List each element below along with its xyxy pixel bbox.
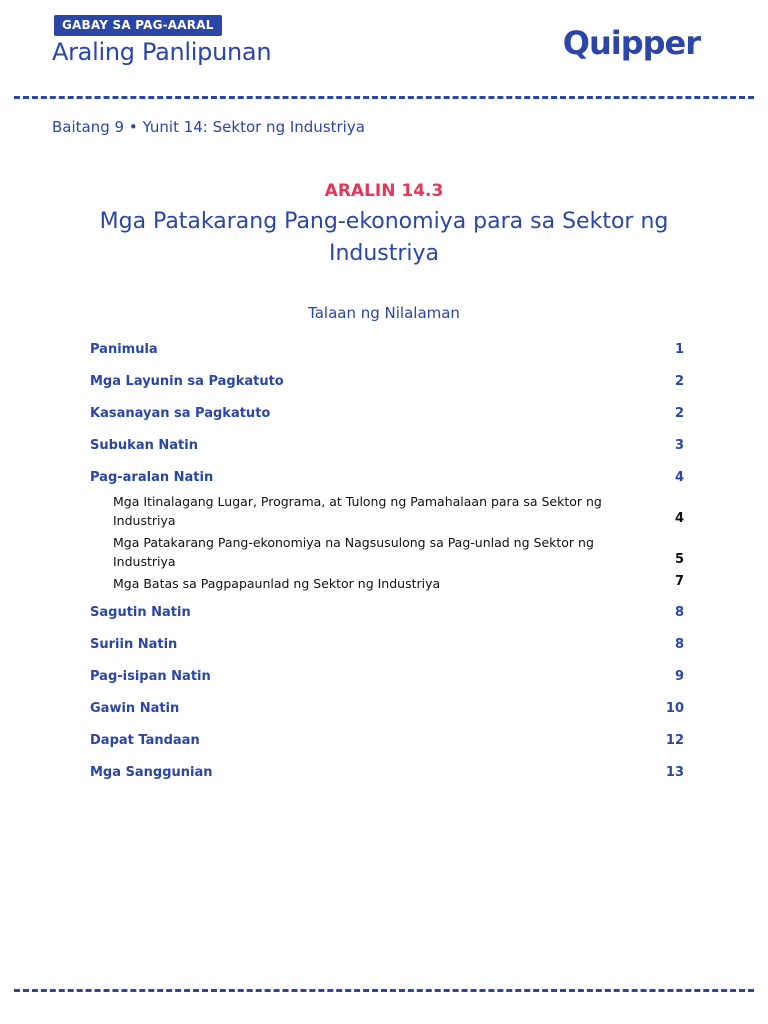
toc-item-label: Pag-isipan Natin [90, 669, 211, 684]
toc-item-label: Sagutin Natin [90, 605, 191, 620]
toc-item-label: Suriin Natin [90, 637, 178, 652]
quipper-logo: Quipper [562, 24, 700, 62]
toc-heading: Talaan ng Nilalaman [308, 304, 460, 322]
toc-item-page: 13 [665, 765, 684, 780]
toc-subitem-label: Mga Itinalagang Lugar, Programa, at Tulong ng Pamahalaan para sa Sektor ng Industriya [113, 494, 602, 528]
toc-item-page: 2 [674, 374, 684, 389]
toc-item-page: 10 [665, 701, 684, 716]
toc-item-page: 9 [674, 669, 684, 684]
toc-item-label: Kasanayan sa Pagkatuto [90, 406, 271, 421]
toc-item-label: Mga Layunin sa Pagkatuto [90, 374, 284, 389]
toc-subitem-page: 7 [674, 574, 684, 589]
toc-item-page: 8 [674, 605, 684, 620]
toc-item-page: 4 [674, 470, 684, 485]
toc-subitem-label: Mga Batas sa Pagpapaunlad ng Sektor ng Industriya [113, 576, 441, 591]
toc-item-label: Mga Sanggunian [90, 765, 213, 780]
toc-item-label: Panimula [90, 342, 158, 357]
toc-item-page: 1 [674, 342, 684, 357]
toc-item-page: 12 [665, 733, 684, 748]
toc-item-label: Gawin Natin [90, 701, 180, 716]
toc-item-label: Pag-aralan Natin [90, 470, 214, 485]
toc-item-label: Subukan Natin [90, 438, 198, 453]
toc-subitem-label: Mga Patakarang Pang-ekonomiya na Nagsusulong sa Pag-unlad ng Sektor ng Industriya [113, 535, 594, 569]
toc-item-label: Dapat Tandaan [90, 733, 200, 748]
toc-item-page: 3 [674, 438, 684, 453]
breadcrumb: Baitang 9 • Yunit 14: Sektor ng Industriya [52, 118, 365, 136]
toc-subitem[interactable] [113, 492, 684, 530]
toc-subitem[interactable] [113, 533, 684, 571]
subject-title: Araling Panlipunan [52, 38, 272, 66]
bottom-dashed-divider [14, 989, 754, 992]
guide-badge: GABAY SA PAG-AARAL [54, 15, 222, 36]
toc-item-page: 2 [674, 406, 684, 421]
toc-subitem[interactable] [113, 574, 684, 593]
top-dashed-divider [14, 96, 754, 99]
toc-subitem-page: 5 [674, 552, 684, 567]
toc-item-page: 8 [674, 637, 684, 652]
toc-subitem-page: 4 [674, 511, 684, 526]
lesson-title: Mga Patakarang Pang-ekonomiya para sa Sektor ng Industriya [99, 209, 669, 266]
lesson-label: ARALIN 14.3 [324, 181, 444, 201]
